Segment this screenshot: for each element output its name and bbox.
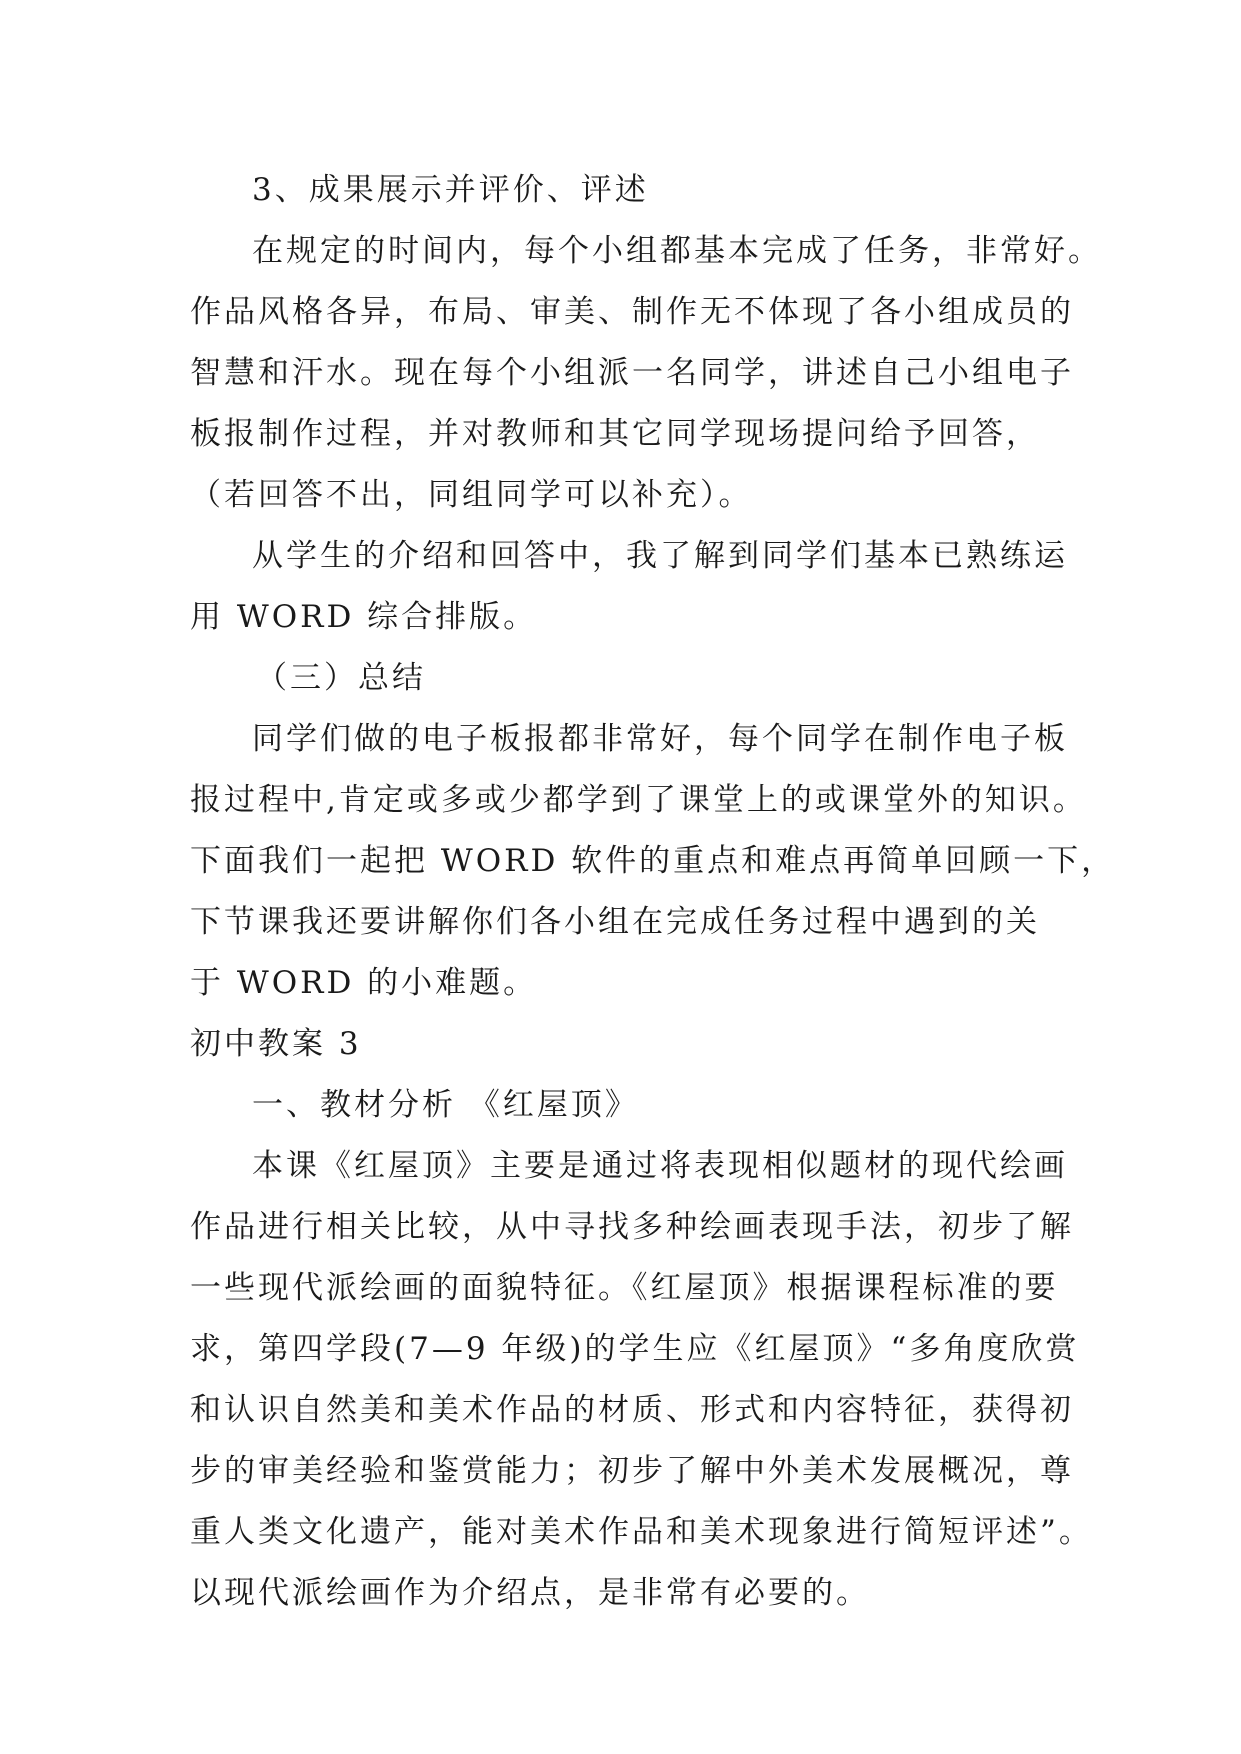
paragraph-line: 同学们做的电子板报都非常好，每个同学在制作电子板 [252,721,1068,757]
document-body [190,160,1116,1624]
paragraph-line: 报过程中,肯定或多或少都学到了课堂上的或课堂外的知识。 [190,782,1087,818]
paragraph-line: 重人类文化遗产，能对美术作品和美术现象进行简短评述”。 [190,1514,1093,1550]
paragraph-line: 和认识自然美和美术作品的材质、形式和内容特征，获得初 [190,1392,1074,1428]
section-heading-material-analysis: 一、教材分析 《红屋顶》 [252,1087,639,1123]
paragraph-line: 作品风格各异，布局、审美、制作无不体现了各小组成员的 [190,294,1074,330]
section-heading-result-display: 3、成果展示并评价、评述 [252,172,649,208]
paragraph-line: 以现代派绘画作为介绍点，是非常有必要的。 [190,1575,870,1611]
paragraph-line: 步的审美经验和鉴赏能力；初步了解中外美术发展概况，尊 [190,1453,1074,1489]
paragraph-line: 求，第四学段(7—9 年级)的学生应《红屋顶》“多角度欣赏 [190,1331,1080,1367]
paragraph-line: （若回答不出，同组同学可以补充）。 [190,477,753,513]
paragraph-line: 本课《红屋顶》主要是通过将表现相似题材的现代绘画 [252,1148,1068,1184]
paragraph-line: 下面我们一起把 WORD 软件的重点和难点再简单回顾一下， [190,843,1116,879]
paragraph-line: 一些现代派绘画的面貌特征。《红屋顶》根据课程标准的要 [190,1270,1059,1306]
paragraph-line: 在规定的时间内，每个小组都基本完成了任务，非常好。 [252,233,1102,269]
section-heading-summary: （三）总结 [256,660,426,696]
paragraph-line: 于 WORD 的小难题。 [190,965,538,1001]
paragraph-line: 从学生的介绍和回答中，我了解到同学们基本已熟练运 [252,538,1068,574]
paragraph-line: 用 WORD 综合排版。 [190,599,538,635]
lesson-plan-title: 初中教案 3 [190,1026,362,1062]
paragraph-line: 智慧和汗水。现在每个小组派一名同学，讲述自己小组电子 [190,355,1074,391]
paragraph-line: 作品进行相关比较，从中寻找多种绘画表现手法，初步了解 [190,1209,1074,1245]
paragraph-line: 下节课我还要讲解你们各小组在完成任务过程中遇到的关 [190,904,1040,940]
paragraph-line: 板报制作过程，并对教师和其它同学现场提问给予回答， [190,416,1040,452]
